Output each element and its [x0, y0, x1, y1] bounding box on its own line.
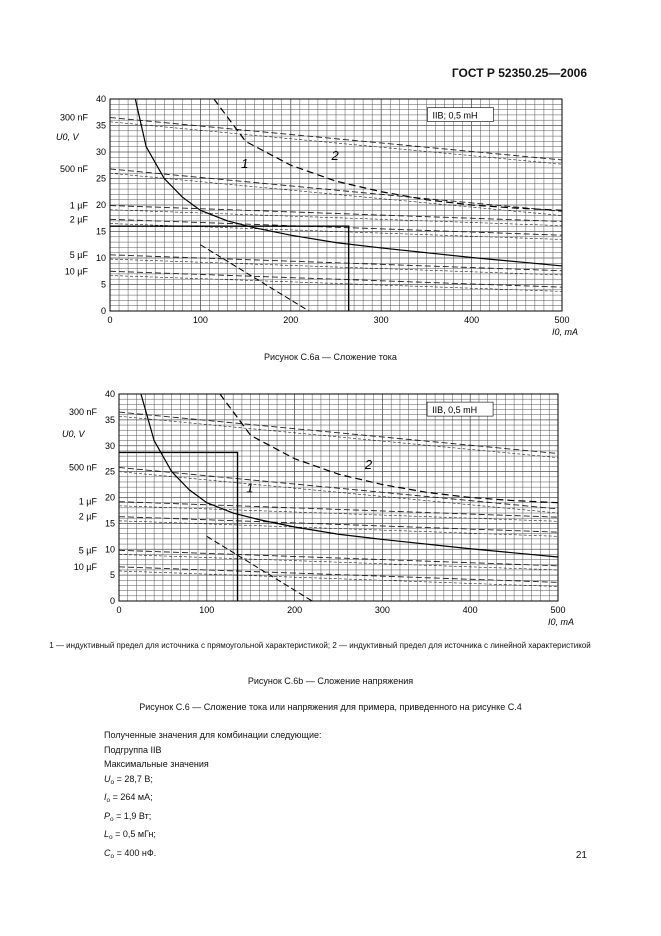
y-tick-label: 0 [109, 596, 115, 606]
chart-a-caption: Рисунок С.6а — Сложение тока [264, 352, 397, 362]
y-tick-label: 20 [95, 200, 106, 210]
curve-label-2: 2 [331, 147, 339, 163]
results-maxvals: Максимальные значения [104, 759, 209, 769]
y-tick-label: 30 [95, 147, 106, 157]
annotation-text: IIB, 0,5 mH [432, 405, 478, 416]
y-tick-label: 5 [109, 570, 115, 581]
capacitance-label: 500 nF [59, 163, 88, 174]
curve-label-1: 1 [241, 155, 249, 171]
x-tick-label: 400 [464, 315, 480, 325]
x-tick-label: 500 [554, 315, 570, 325]
x-tick-label: 300 [373, 315, 389, 325]
x-tick-label: 0 [107, 315, 113, 325]
y-tick-label: 40 [104, 389, 115, 399]
y-axis-label: U0, V [62, 429, 85, 439]
x-tick-label: 400 [462, 605, 478, 615]
y-tick-label: 35 [95, 120, 106, 131]
y-tick-label: 40 [95, 94, 106, 104]
x-tick-label: 200 [283, 315, 299, 325]
capacitance-label: 10 µF [73, 561, 97, 572]
x-tick-label: 200 [287, 605, 303, 615]
x-tick-label: 0 [116, 605, 122, 615]
capacitance-label: 300 nF [59, 112, 88, 123]
y-tick-label: 35 [104, 414, 115, 425]
capacitance-label: 500 nF [68, 462, 97, 473]
x-tick-label: 300 [374, 605, 390, 615]
results-intro: Полученные значения для комбинации следующие: [104, 730, 322, 740]
y-tick-label: 5 [100, 279, 106, 290]
result-row: $P_o = 1,9$ Вт; [104, 810, 152, 823]
result-row: $L_o = 0,5$ мГн; [104, 829, 156, 841]
standard-header: ГОСТ Р 52350.25—2006 [451, 66, 587, 80]
x-tick-label: 100 [199, 605, 215, 615]
y-tick-label: 10 [95, 253, 106, 263]
legend-note: 1 — индуктивный предел для источника с прямоугольной характеристикой; 2 — индуктивный предел для источника с линейной характеристикой [49, 641, 591, 650]
results-block [104, 728, 321, 864]
x-tick-label: 500 [550, 605, 566, 615]
capacitance-label: 2 µF [69, 214, 88, 225]
y-tick-label: 10 [104, 544, 115, 555]
y-tick-label: 25 [104, 466, 115, 477]
curve-label-2: 2 [364, 457, 373, 473]
annotation-text: IIB; 0,5 mH [432, 110, 478, 121]
capacitance-label: 5 µF [78, 545, 97, 556]
capacitance-label: 10 µF [64, 266, 88, 277]
y-axis-label: U0, V [56, 132, 79, 142]
y-tick-label: 15 [104, 518, 115, 529]
chart-b-caption: Рисунок С.6b — Сложение напряжения [247, 676, 414, 686]
x-axis-label: I0, mA [548, 617, 575, 627]
y-tick-label: 25 [95, 173, 106, 184]
result-row: $I_o = 264$ мА; [104, 792, 153, 804]
result-row: $U_o = 28,7$ В; [104, 773, 153, 786]
capacitance-label: 1 µF [69, 200, 88, 211]
y-tick-label: 15 [95, 226, 106, 237]
curve-label-1: 1 [246, 480, 254, 496]
result-row: $C_o = 400$ нФ. [104, 847, 157, 860]
y-tick-label: 30 [104, 440, 115, 451]
x-axis-label: I0, mA [552, 327, 579, 337]
capacitance-label: 5 µF [69, 249, 88, 260]
capacitance-label: 300 nF [68, 407, 97, 418]
page-number: 21 [575, 850, 587, 861]
y-tick-label: 20 [104, 492, 115, 503]
x-tick-label: 100 [192, 315, 208, 325]
capacitance-label: 1 µF [78, 496, 97, 507]
figure-caption: Рисунок С.6 — Сложение тока или напряжения для примера, приведенного на рисунке С.4 [139, 702, 522, 712]
results-subgroup: Подгруппа IIB [104, 744, 162, 755]
capacitance-label: 2 µF [78, 511, 97, 522]
y-tick-label: 0 [100, 306, 106, 316]
